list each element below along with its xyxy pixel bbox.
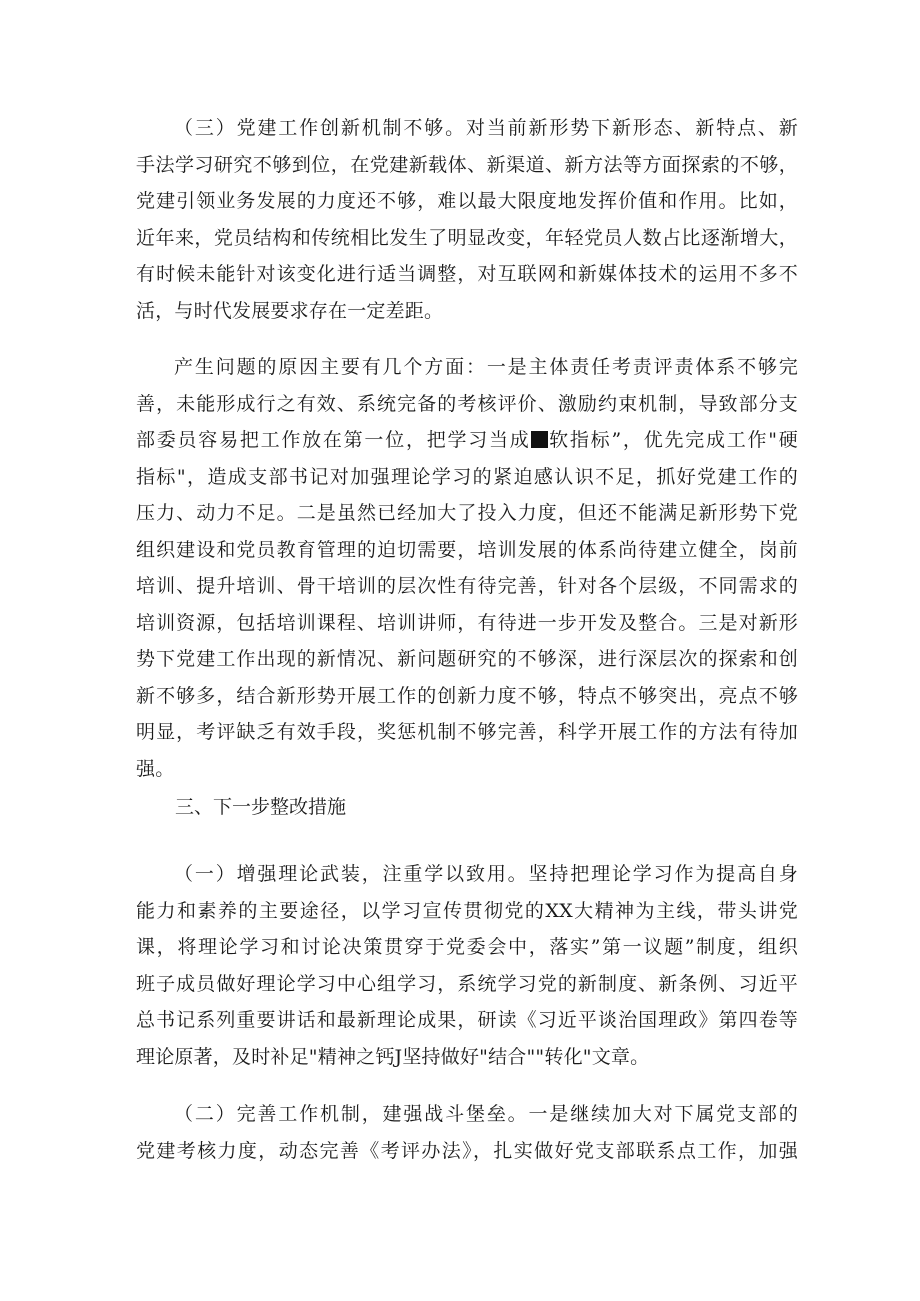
paragraph-work-mechanism (136, 1096, 798, 1169)
text-line: 总书记系列重要讲话和最新理论成果，研读《习近平谈治国理政》第四卷等 (136, 1009, 798, 1031)
text-line: （二）完善工作机制，建强战斗堡垒。一是继续加大对下属党支部的 (174, 1103, 798, 1125)
text-line: 活，与时代发展要求存在一定差距。 (136, 299, 444, 322)
section-heading: 三、下一步整改措施 (175, 796, 347, 818)
text-line: 新不够多，结合新形势开展工作的创新力度不够，特点不够突出，亮点不够 (136, 684, 798, 707)
text-line: （三）党建工作创新机制不够。对当前新形势下新形态、新特点、新 (174, 117, 798, 139)
text-line: 明显，考评缺乏有效手段，奖惩机制不够完善，科学开展工作的方法有待加 (136, 721, 798, 743)
text-fragment: 部委员容易把工作放在第一位，把学习当成 (136, 429, 531, 451)
text-line: 能力和素养的主要途径，以学习宣传贯彻党的XX大精神为主线，带头讲党 (136, 899, 798, 922)
paragraph-innovation-mechanism (136, 110, 798, 329)
text-line: 产生问题的原因主要有几个方面：一是主体责任考责评责体系不够完 (174, 356, 798, 378)
text-line: 培训资源，包括培训课程、培训讲师，有待进一步开发及整合。三是对新形 (136, 611, 798, 634)
text-line (136, 422, 798, 459)
text-line: 近年来，党员结构和传统相比发生了明显改变，年轻党员人数占比逐渐增大， (136, 226, 798, 249)
text-line: 手法学习研究不够到位，在党建新载体、新渠道、新方法等方面探索的不够， (136, 153, 798, 176)
black-square-icon (531, 431, 548, 448)
paragraph-theory-armament (136, 856, 798, 1075)
text-line: 理论原著，及时补足"精神之钙J坚持做好"结合""转化"文章。 (136, 1045, 650, 1068)
text-line: 压力、动力不足。二是虽然已经加大了投入力度，但还不能满足新形势下党 (136, 502, 798, 524)
paragraph-problem-causes (136, 349, 798, 787)
text-line: 组织建设和党员教育管理的迫切需要，培训发展的体系尚待建立健全，岗前 (136, 538, 798, 561)
text-line: 强。 (136, 757, 175, 780)
text-line: 善，未能形成行之有效、系统完备的考核评价、激励约束机制，导致部分支 (136, 392, 798, 415)
text-line: 有时候未能针对该变化进行适当调整，对互联网和新媒体技术的运用不多不 (136, 263, 798, 285)
text-line: 培训、提升培训、骨干培训的层次性有待完善，针对各个层级，不同需求的 (136, 575, 798, 597)
text-line: 党建考核力度，动态完善《考评办法》，扎实做好党支部联系点工作，加强 (136, 1139, 798, 1162)
text-line: 党建引领业务发展的力度还不够，难以最大限度地发挥价值和作用。比如， (136, 190, 798, 212)
text-line: 指标"，造成支部书记对加强理论学习的紧迫感认识不足，抓好党建工作的 (136, 465, 798, 488)
text-line: 课，将理论学习和讨论决策贯穿于党委会中，落实”第一议题”制度，组织 (136, 936, 798, 958)
text-line: （一）增强理论武装，注重学以致用。坚持把理论学习作为提高自身 (174, 863, 798, 885)
text-fragment: 软指标”，优先完成工作"硬 (547, 429, 798, 451)
text-line: 班子成员做好理论学习中心组学习，系统学习党的新制度、新条例、习近平 (136, 972, 798, 995)
text-line: 势下党建工作出现的新情况、新问题研究的不够深，进行深层次的探索和创 (136, 648, 798, 670)
